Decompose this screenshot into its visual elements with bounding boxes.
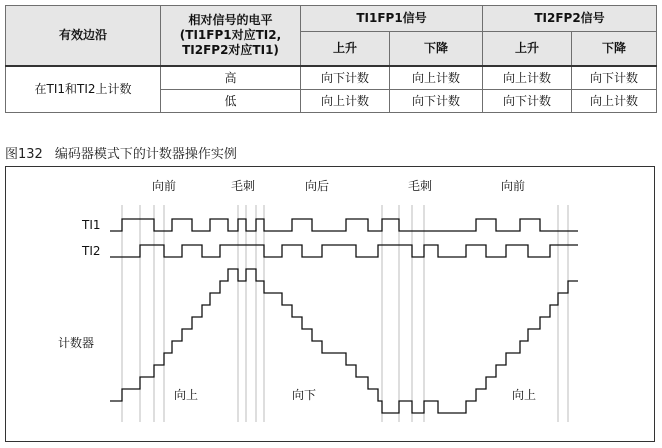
header-fall: 下降	[572, 32, 657, 67]
encoder-timing-diagram	[6, 167, 654, 441]
header-relative-level	[161, 6, 301, 67]
phase-label: 向前	[151, 179, 177, 193]
row-level: 高	[161, 66, 301, 90]
signal-label-ti1: TI1	[82, 218, 101, 232]
header-rise: 上升	[301, 32, 390, 67]
header-fall: 下降	[390, 32, 483, 67]
header-edge: 有效边沿	[6, 6, 161, 67]
signal-label-ti2: TI2	[82, 244, 101, 258]
row-cell: 向下计数	[301, 66, 390, 90]
phase-label: 向后	[304, 179, 330, 193]
ti1-waveform	[110, 219, 578, 231]
ti2-waveform	[110, 245, 578, 257]
phase-label: 毛刺	[407, 179, 433, 193]
header-ti1fp1: TI1FP1信号	[301, 6, 483, 32]
phase-label: 向前	[500, 179, 526, 193]
header-ti2fp2: TI2FP2信号	[483, 6, 657, 32]
row-cell: 向上计数	[572, 90, 657, 113]
figure-number: 图132	[5, 147, 43, 162]
figure-title: 编码器模式下的计数器操作实例	[54, 147, 237, 162]
direction-label: 向上	[173, 388, 199, 402]
encoder-count-table	[5, 5, 657, 113]
header-level-line: 相对信号的电平	[188, 13, 273, 27]
row-cell: 向上计数	[483, 66, 572, 90]
phase-label: 毛刺	[230, 179, 256, 193]
row-cell: 向下计数	[483, 90, 572, 113]
header-rise: 上升	[483, 32, 572, 67]
row-cell: 向下计数	[390, 90, 483, 113]
header-level-line: (TI1FP1对应TI2,	[179, 28, 282, 42]
direction-label: 向下	[291, 388, 317, 402]
row-level: 低	[161, 90, 301, 113]
row-cell: 向上计数	[301, 90, 390, 113]
header-level-line: TI2FP2对应TI1)	[182, 43, 279, 57]
row-edge: 在TI1和TI2上计数	[6, 66, 161, 113]
figure-caption	[5, 143, 237, 162]
row-cell: 向下计数	[572, 66, 657, 90]
direction-label: 向上	[511, 388, 537, 402]
row-cell: 向上计数	[390, 66, 483, 90]
signal-label-counter: 计数器	[58, 336, 95, 350]
table-row	[6, 66, 657, 90]
